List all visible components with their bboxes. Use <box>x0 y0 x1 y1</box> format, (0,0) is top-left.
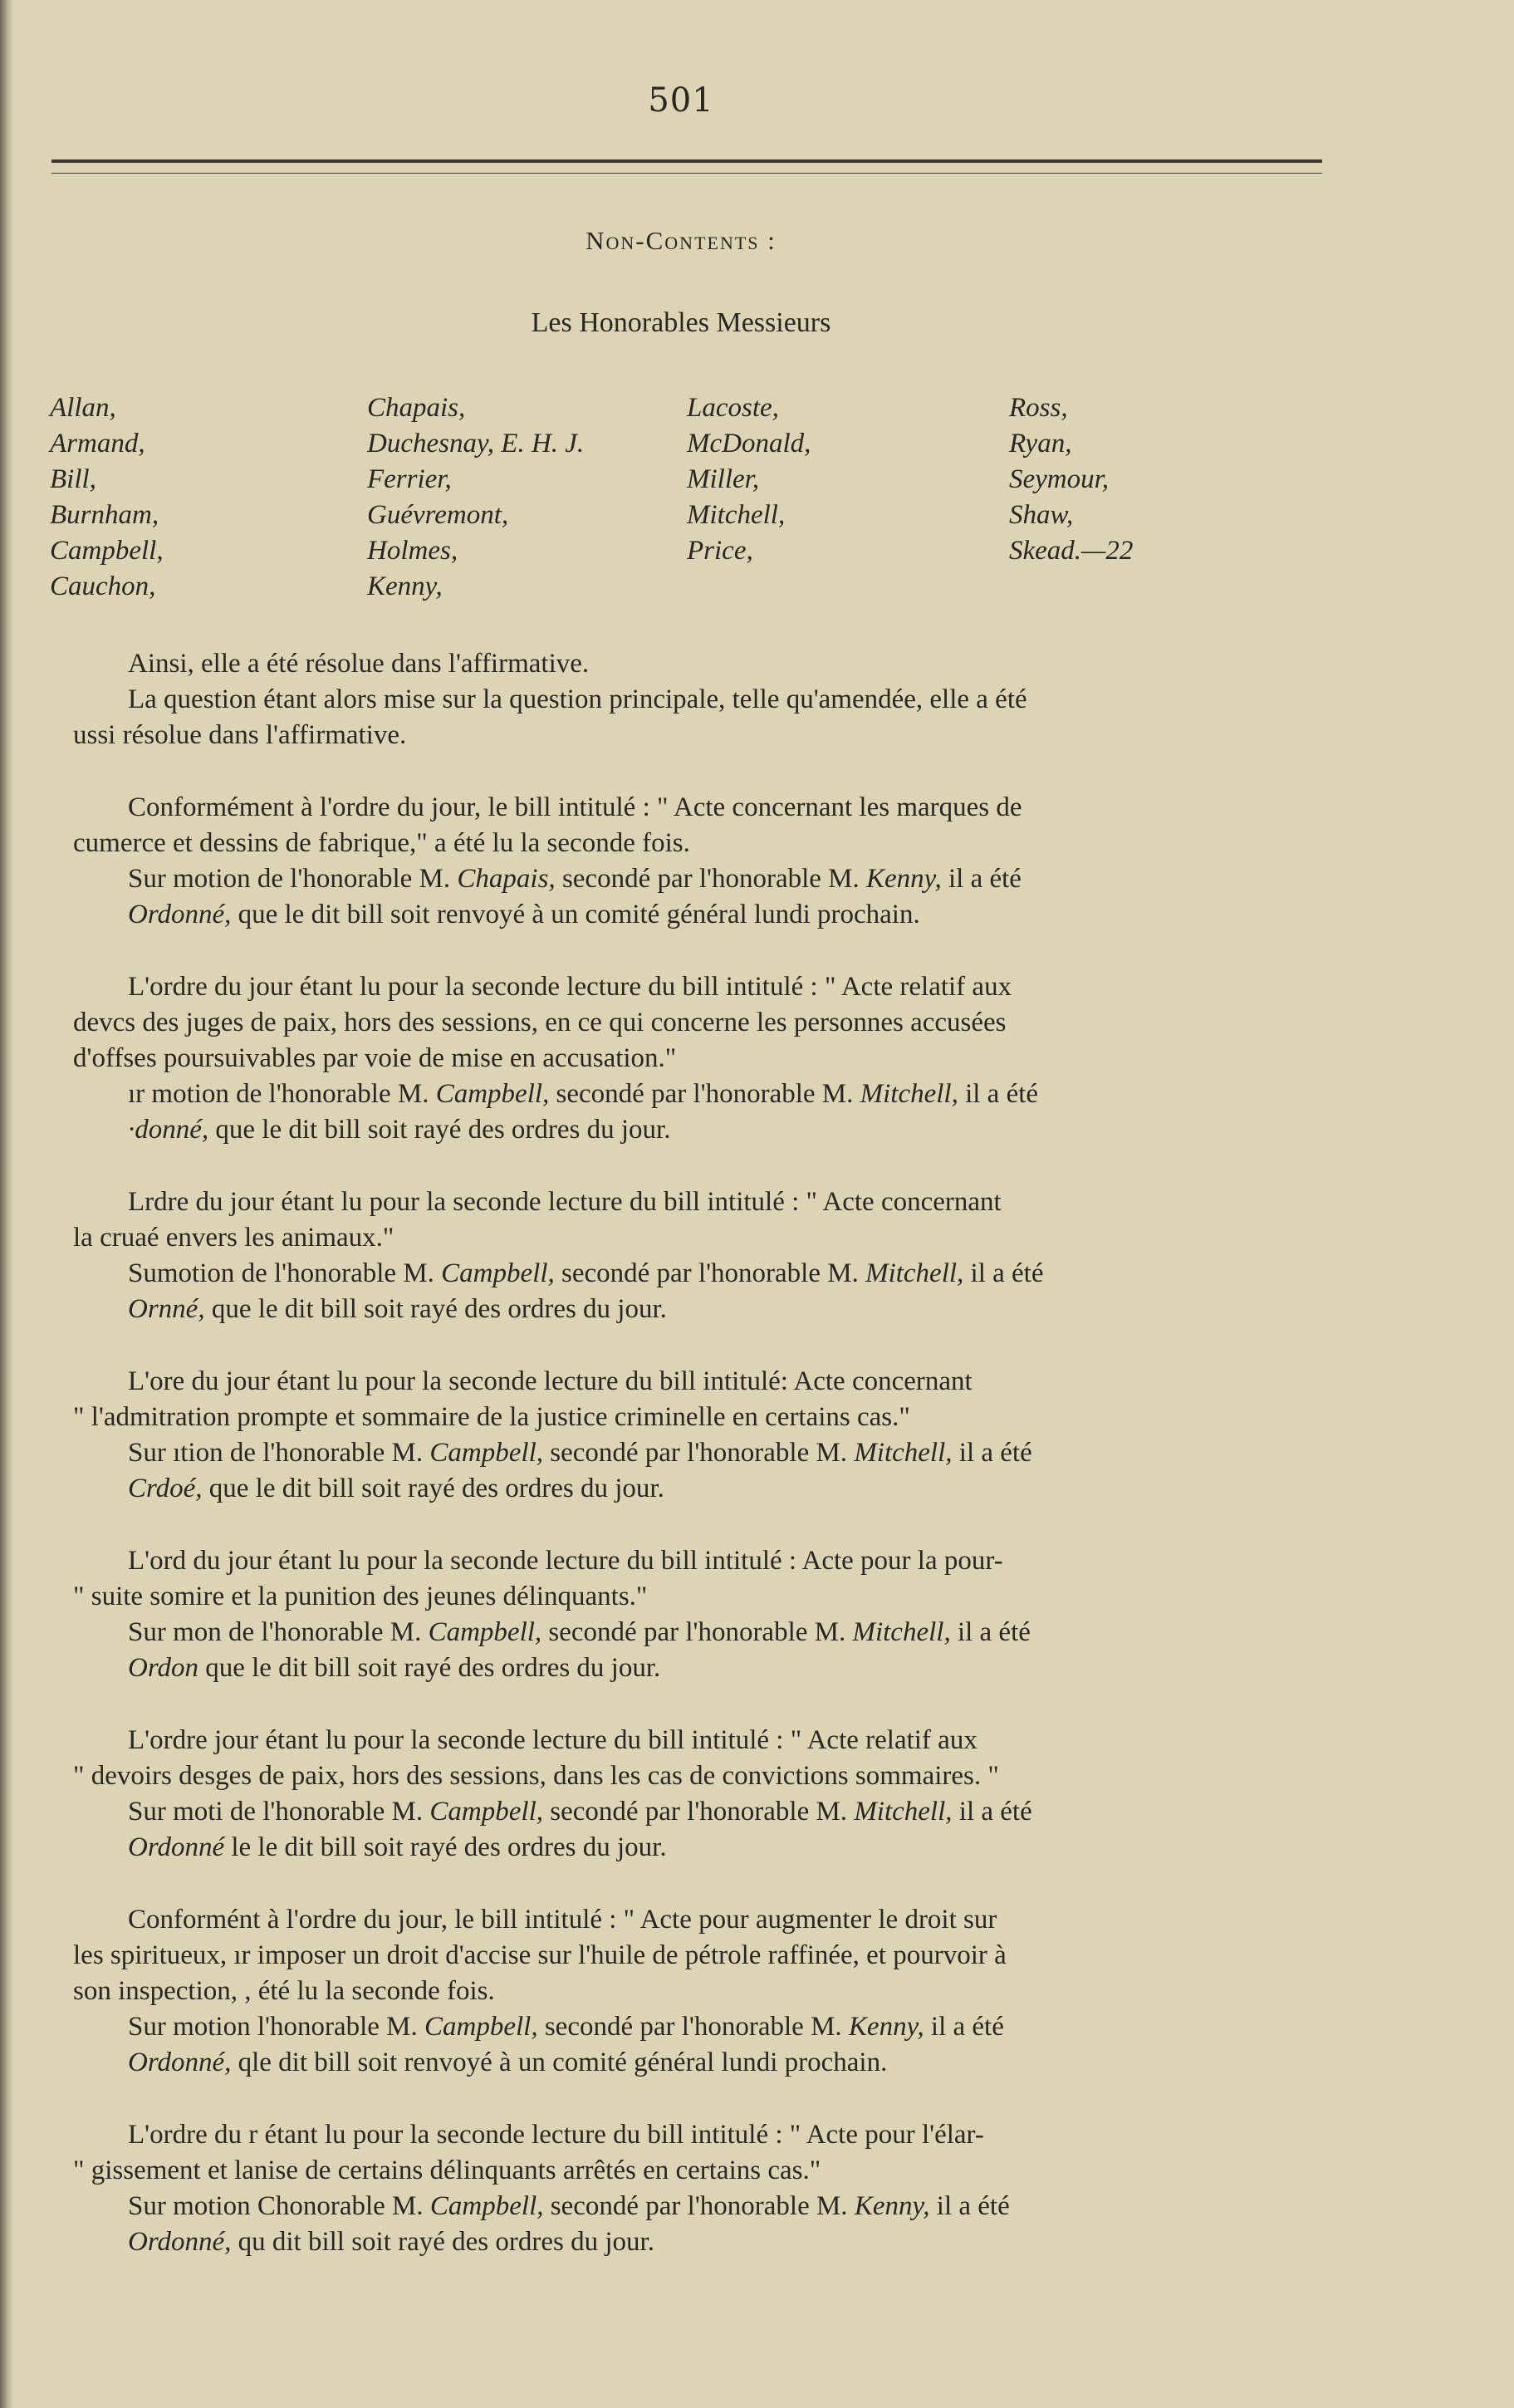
paragraph-7 <box>73 1723 1344 1866</box>
names-column-3 <box>687 390 1009 605</box>
document-body <box>73 646 1344 2260</box>
motion-line: ır motion de l'honorable M. Campbell, secondé par l'honorable M. Mitchell, il a été <box>128 1079 1039 1109</box>
text-line: d'offses poursuivables par voie de mise en accusation." <box>73 1043 677 1073</box>
text-line: " devoirs desges de paix, hors des sessions, dans les cas de convictions sommaires. " <box>73 1761 999 1791</box>
name-entry: Campbell, <box>50 536 164 566</box>
paragraph-9 <box>73 2117 1344 2260</box>
order-line: Ordon que le dit bill soit rayé des ordres du jour. <box>128 1653 661 1683</box>
names-column-4 <box>1009 390 1296 605</box>
text-line: les spiritueux, ır imposer un droit d'accise sur l'huile de pétrole raffinée, et pourvoir à <box>73 1940 1007 1970</box>
name-entry: Ryan, <box>1009 429 1072 459</box>
name-entry: Cauchon, <box>50 571 156 601</box>
order-line: Ornné, que le dit bill soit rayé des ordres du jour. <box>128 1294 667 1324</box>
paragraph-5 <box>73 1364 1344 1507</box>
text-line: Conformément à l'ordre du jour, le bill intitulé : " Acte concernant les marques de <box>128 792 1022 822</box>
name-entry: Lacoste, <box>687 393 779 423</box>
name-entry: Seymour, <box>1009 464 1110 494</box>
text-line: devcs des juges de paix, hors des sessions, en ce qui concerne les personnes accusées <box>73 1008 1007 1037</box>
name-entry: Kenny, <box>367 571 443 601</box>
paragraph-6 <box>73 1543 1344 1686</box>
text-line: L'ord du jour étant lu pour la seconde lecture du bill intitulé : Acte pour la pour- <box>128 1546 1003 1576</box>
motion-line: Sur moti de l'honorable M. Campbell, secondé par l'honorable M. Mitchell, il a été <box>128 1797 1032 1827</box>
text-line: Lrdre du jour étant lu pour la seconde lecture du bill intitulé : " Acte concernant <box>128 1187 1002 1217</box>
paragraph-3 <box>73 969 1344 1148</box>
order-line: Ordonné, qu dit bill soit rayé des ordres du jour. <box>128 2227 654 2257</box>
name-entry: Chapais, <box>367 393 466 423</box>
text-line: L'ordre jour étant lu pour la seconde lecture du bill intitulé : " Acte relatif aux <box>128 1725 977 1755</box>
motion-line: Sur ıtion de l'honorable M. Campbell, secondé par l'honorable M. Mitchell, il a été <box>128 1438 1032 1468</box>
text-line: L'ordre du jour étant lu pour la seconde lecture du bill intitulé : " Acte relatif aux <box>128 972 1012 1002</box>
name-entry: Bill, <box>50 464 96 494</box>
name-entry: Allan, <box>50 393 116 423</box>
name-entry: Price, <box>687 536 753 566</box>
text-line: Ainsi, elle a été résolue dans l'affirmative. <box>128 649 590 679</box>
paragraph-2 <box>73 790 1344 933</box>
order-line: ·donné, que le dit bill soit rayé des ordres du jour. <box>128 1115 671 1145</box>
section-title: Non-Contents : <box>586 226 777 255</box>
text-line: " l'admitration prompte et sommaire de la justice criminelle en certains cas." <box>73 1402 910 1432</box>
name-entry: Duchesnay, E. H. J. <box>367 429 585 459</box>
order-line: Ordonné, qle dit bill soit renvoyé à un comité général lundi prochain. <box>128 2048 888 2077</box>
name-entry: Burnham, <box>50 500 159 530</box>
text-line: L'ordre du r étant lu pour la seconde lecture du bill intitulé : " Acte pour l'élar- <box>128 2120 984 2150</box>
motion-line: Sur motion de l'honorable M. Chapais, secondé par l'honorable M. Kenny, il a été <box>128 864 1022 894</box>
header-rule-thick <box>51 159 1322 163</box>
name-entry: Armand, <box>50 429 145 459</box>
motion-line: Sur motion l'honorable M. Campbell, secondé par l'honorable M. Kenny, il a été <box>128 2012 1004 2042</box>
name-entry: Skead.—22 <box>1009 536 1134 566</box>
text-line: ussi résolue dans l'affirmative. <box>73 720 407 750</box>
text-line: cumerce et dessins de fabrique," a été lu la seconde fois. <box>73 828 690 858</box>
text-line: la cruaé envers les animaux." <box>73 1223 394 1253</box>
name-entry: Mitchell, <box>687 500 786 530</box>
paragraph-1 <box>73 646 1344 753</box>
names-column-2 <box>367 390 687 605</box>
name-entry: Holmes, <box>367 536 458 566</box>
text-line: Conformént à l'ordre du jour, le bill intitulé : " Acte pour augmenter le droit sur <box>128 1905 997 1935</box>
motion-line: Sur mon de l'honorable M. Campbell, secondé par l'honorable M. Mitchell, il a été <box>128 1617 1031 1647</box>
page-spine-shadow <box>0 0 13 2408</box>
name-entry: Ross, <box>1009 393 1068 423</box>
text-line: son inspection, , été lu la seconde fois. <box>73 1976 495 2006</box>
name-entry: Miller, <box>687 464 760 494</box>
order-line: Ordonné le le dit bill soit rayé des ordres du jour. <box>128 1832 667 1862</box>
name-entry: Ferrier, <box>367 464 452 494</box>
name-entry: Guévremont, <box>367 500 509 530</box>
text-line: La question étant alors mise sur la question principale, telle qu'amendée, elle a été <box>128 684 1027 714</box>
text-line: " suite somire et la punition des jeunes délinquants." <box>73 1582 648 1611</box>
order-line: Crdoé, que le dit bill soit rayé des ordres du jour. <box>128 1474 664 1503</box>
motion-line: Sur motion Chonorable M. Campbell, secondé par l'honorable M. Kenny, il a été <box>128 2191 1010 2221</box>
names-column-1 <box>50 390 367 605</box>
name-entry: McDonald, <box>687 429 811 459</box>
order-line: Ordonné, que le dit bill soit renvoyé à un comité général lundi prochain. <box>128 900 920 929</box>
header-rule-thin <box>51 173 1322 174</box>
name-entry: Shaw, <box>1009 500 1074 530</box>
text-line: " gissement et lanise de certains délinquants arrêtés en certains cas." <box>73 2155 821 2185</box>
names-list <box>50 390 1296 605</box>
paragraph-8 <box>73 1902 1344 2081</box>
text-line: L'ore du jour étant lu pour la seconde lecture du bill intitulé: Acte concernant <box>128 1366 973 1396</box>
section-subtitle: Les Honorables Messieurs <box>531 307 831 338</box>
page-number: 501 <box>648 81 714 120</box>
motion-line: Sumotion de l'honorable M. Campbell, secondé par l'honorable M. Mitchell, il a été <box>128 1258 1044 1288</box>
paragraph-4 <box>73 1184 1344 1327</box>
